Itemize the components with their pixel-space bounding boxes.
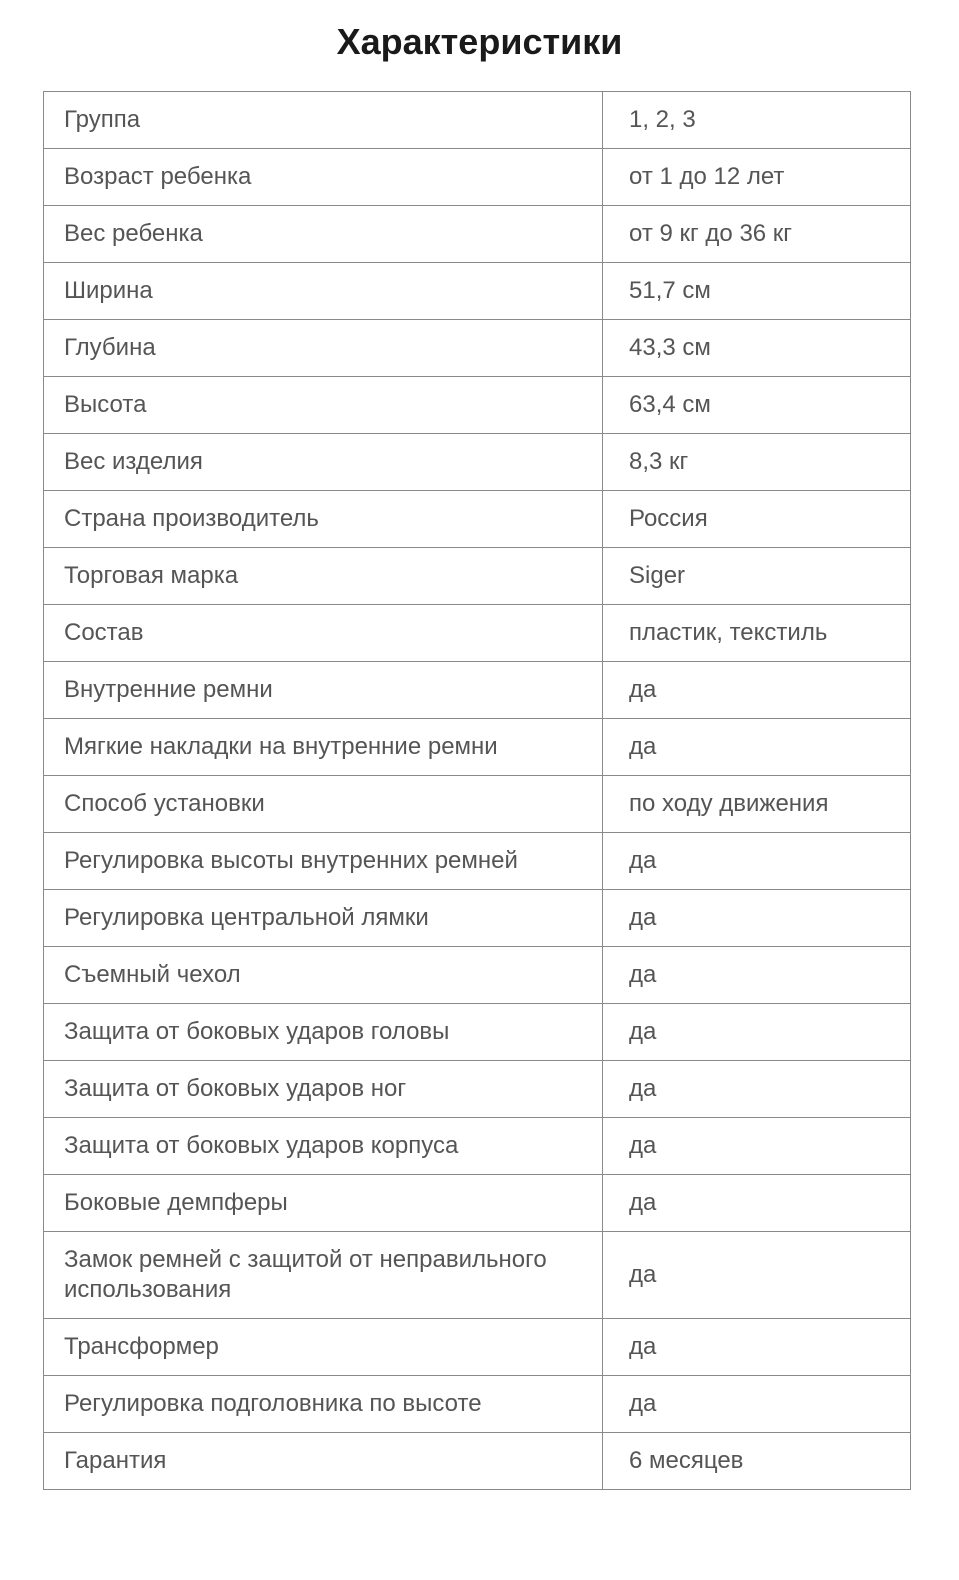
spec-value: да [603,719,911,776]
spec-name: Глубина [44,320,603,377]
table-row [44,263,911,320]
spec-value: 43,3 см [603,320,911,377]
specifications-table [43,91,911,1490]
spec-value: 6 месяцев [603,1433,911,1490]
spec-value: 8,3 кг [603,434,911,491]
spec-value: да [603,1004,911,1061]
spec-name: Трансформер [44,1319,603,1376]
spec-name: Регулировка центральной лямки [44,890,603,947]
spec-name: Способ установки [44,776,603,833]
table-row [44,320,911,377]
spec-name: Вес изделия [44,434,603,491]
page-title: Характеристики [336,21,623,62]
spec-name: Вес ребенка [44,206,603,263]
table-row [44,1232,911,1319]
table-row [44,92,911,149]
table-row [44,377,911,434]
spec-name: Ширина [44,263,603,320]
spec-name: Защита от боковых ударов ног [44,1061,603,1118]
table-row [44,947,911,1004]
table-row [44,548,911,605]
spec-value: да [603,1319,911,1376]
table-row [44,662,911,719]
spec-name: Гарантия [44,1433,603,1490]
spec-value: от 1 до 12 лет [603,149,911,206]
table-row [44,1004,911,1061]
table-row [44,1175,911,1232]
spec-value: от 9 кг до 36 кг [603,206,911,263]
table-row [44,605,911,662]
table-row [44,1376,911,1433]
table-row [44,206,911,263]
spec-name: Возраст ребенка [44,149,603,206]
spec-name: Торговая марка [44,548,603,605]
spec-name: Страна производитель [44,491,603,548]
spec-value: да [603,1232,911,1319]
spec-value: да [603,890,911,947]
table-row [44,1118,911,1175]
table-row [44,776,911,833]
spec-name: Защита от боковых ударов корпуса [44,1118,603,1175]
table-row [44,719,911,776]
spec-name: Мягкие накладки на внутренние ремни [44,719,603,776]
spec-value: 63,4 см [603,377,911,434]
spec-value: пластик, текстиль [603,605,911,662]
spec-name: Регулировка подголовника по высоте [44,1376,603,1433]
table-row [44,833,911,890]
table-row [44,1433,911,1490]
spec-name: Регулировка высоты внутренних ремней [44,833,603,890]
spec-name: Высота [44,377,603,434]
spec-name: Боковые демпферы [44,1175,603,1232]
table-row [44,890,911,947]
spec-value: да [603,662,911,719]
spec-value: Россия [603,491,911,548]
table-row [44,491,911,548]
spec-value: да [603,1061,911,1118]
spec-name: Замок ремней с защитой от неправильного использования [44,1232,603,1319]
spec-value: да [603,1376,911,1433]
spec-value: да [603,833,911,890]
spec-value: да [603,1118,911,1175]
spec-value: да [603,1175,911,1232]
spec-name: Группа [44,92,603,149]
table-row [44,149,911,206]
spec-value: Siger [603,548,911,605]
spec-value: 1, 2, 3 [603,92,911,149]
spec-name: Состав [44,605,603,662]
table-row [44,1319,911,1376]
spec-name: Защита от боковых ударов головы [44,1004,603,1061]
spec-value: да [603,947,911,1004]
spec-name: Внутренние ремни [44,662,603,719]
table-row [44,1061,911,1118]
spec-name: Съемный чехол [44,947,603,1004]
table-row [44,434,911,491]
spec-value: по ходу движения [603,776,911,833]
spec-value: 51,7 см [603,263,911,320]
